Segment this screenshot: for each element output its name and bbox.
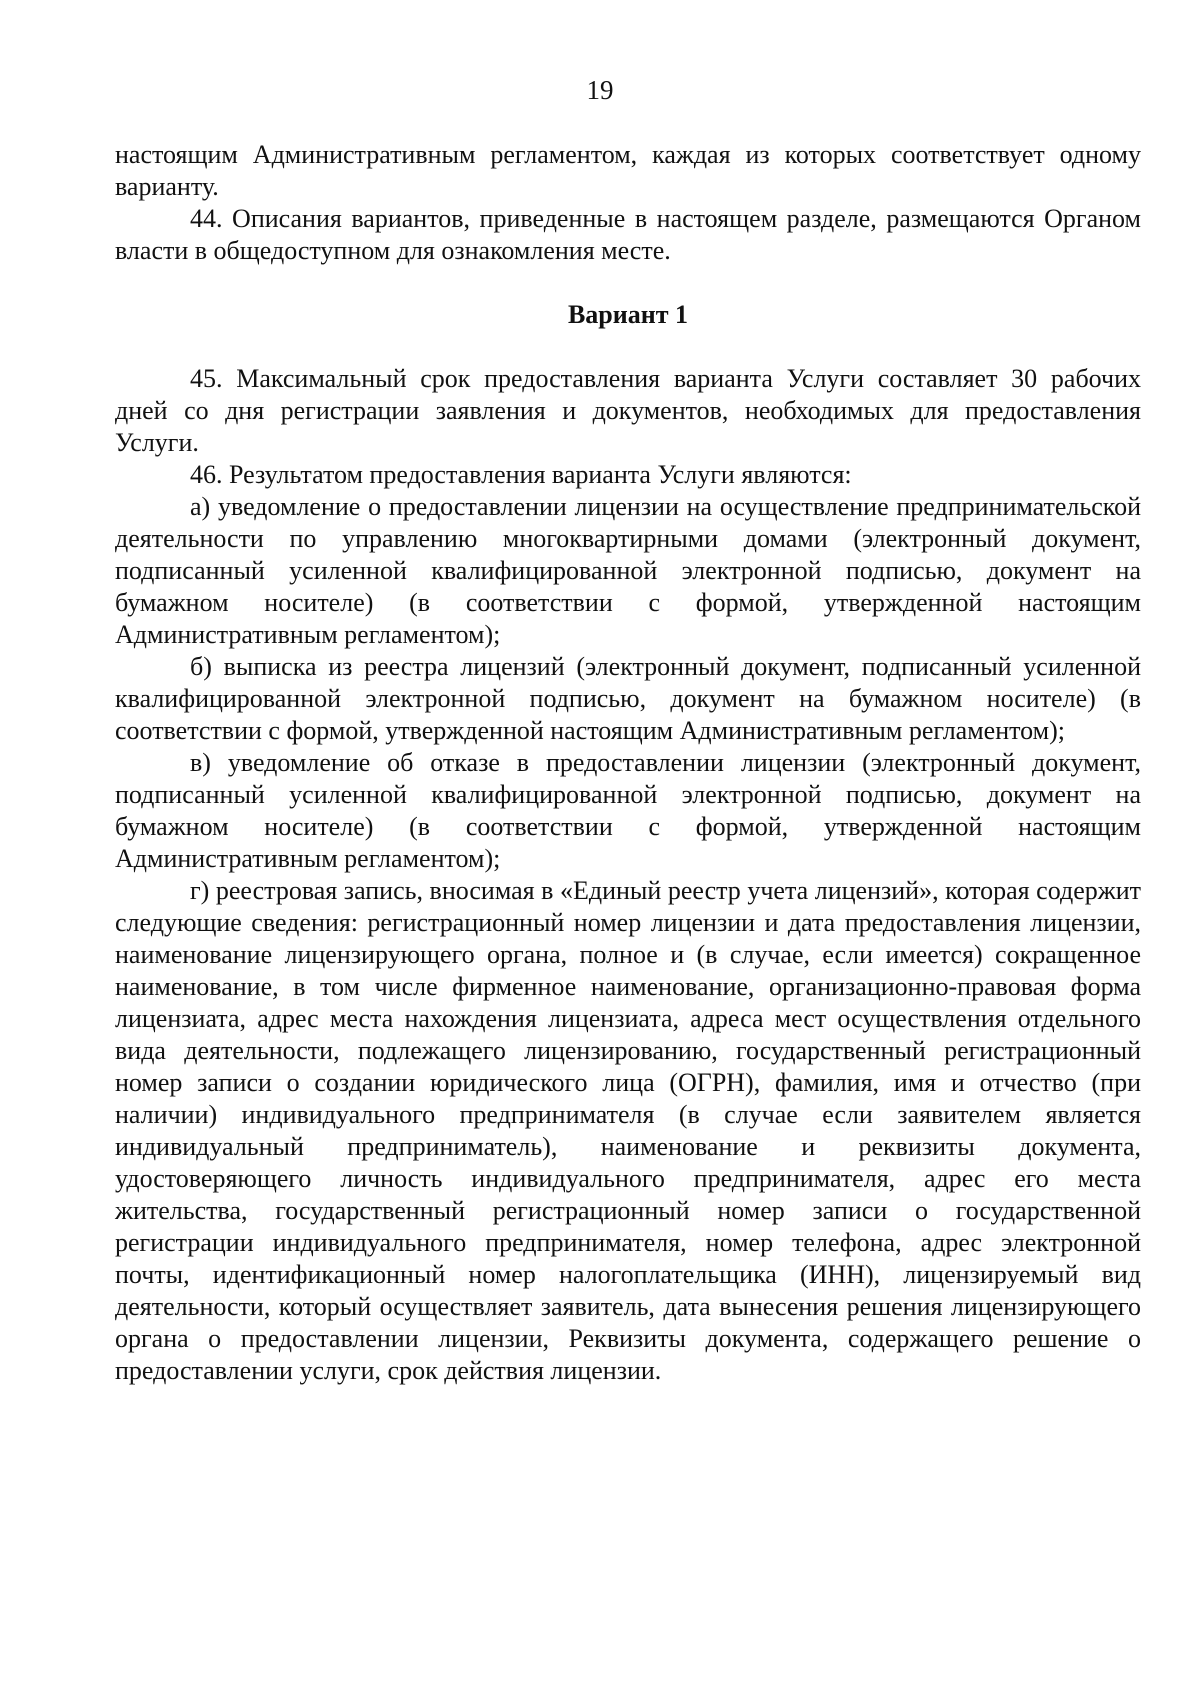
document-body: [115, 139, 1141, 1387]
page-number: 19: [586, 75, 614, 105]
section-heading: Вариант 1: [567, 300, 689, 329]
paragraph-continuation: настоящим Административным регламентом, каждая из которых соответствует одному варианту.: [115, 140, 1141, 201]
list-item-a: а) уведомление о предоставлении лицензии на осуществление предпринимательской деятельности по управлению многоквартирными домами (электронный документ, подписанный усиленной квалифицированной электронной подписью, документ на бумажном носителе) (в соответствии с формой, утвержденной настоящим Административным регламентом);: [115, 492, 1141, 649]
list-item-g: г) реестровая запись, вносимая в «Единый реестр учета лицензий», которая содержит следующие сведения: регистрационный номер лицензии и дата предоставления лицензии, наименование лицензирующего органа, полное и (в случае, если имеется) сокращенное наименование, в том числе фирменное наименование, организационно-правовая форма лицензиата, адрес места нахождения лицензиата, адреса мест осуществления отдельного вида деятельности, подлежащего лицензированию, государственный регистрационный номер записи о создании юридического лица (ОГРН), фамилия, имя и отчество (при наличии) индивидуального предпринимателя (в случае если заявителем является индивидуальный предприниматель), наименование и реквизиты документа, удостоверяющего личность индивидуального предпринимателя, адрес его места жительства, государственный регистрационный номер записи о государственной регистрации индивидуального предпринимателя, номер телефона, адрес электронной почты, идентификационный номер налогоплательщика (ИНН), лицензируемый вид деятельности, который осуществляет заявитель, дата вынесения решения лицензирующего органа о предоставлении лицензии, Реквизиты документа, содержащего решение о предоставлении услуги, срок действия лицензии.: [115, 876, 1141, 1385]
spacer: [115, 267, 1141, 299]
paragraph-44: 44. Описания вариантов, приведенные в настоящем разделе, размещаются Органом власти в общедоступном для ознакомления месте.: [115, 204, 1141, 265]
list-item-b: б) выписка из реестра лицензий (электронный документ, подписанный усиленной квалифицированной электронной подписью, документ на бумажном носителе) (в соответствии с формой, утвержденной настоящим Административным регламентом);: [115, 652, 1141, 745]
paragraph-46: 46. Результатом предоставления варианта Услуги являются:: [190, 460, 852, 489]
spacer: [115, 331, 1141, 363]
paragraph-45: 45. Максимальный срок предоставления варианта Услуги составляет 30 рабочих дней со дня регистрации заявления и документов, необходимых для предоставления Услуги.: [115, 364, 1141, 457]
list-item-v: в) уведомление об отказе в предоставлении лицензии (электронный документ, подписанный усиленной квалифицированной электронной подписью, документ на бумажном носителе) (в соответствии с формой, утвержденной настоящим Административным регламентом);: [115, 748, 1141, 873]
